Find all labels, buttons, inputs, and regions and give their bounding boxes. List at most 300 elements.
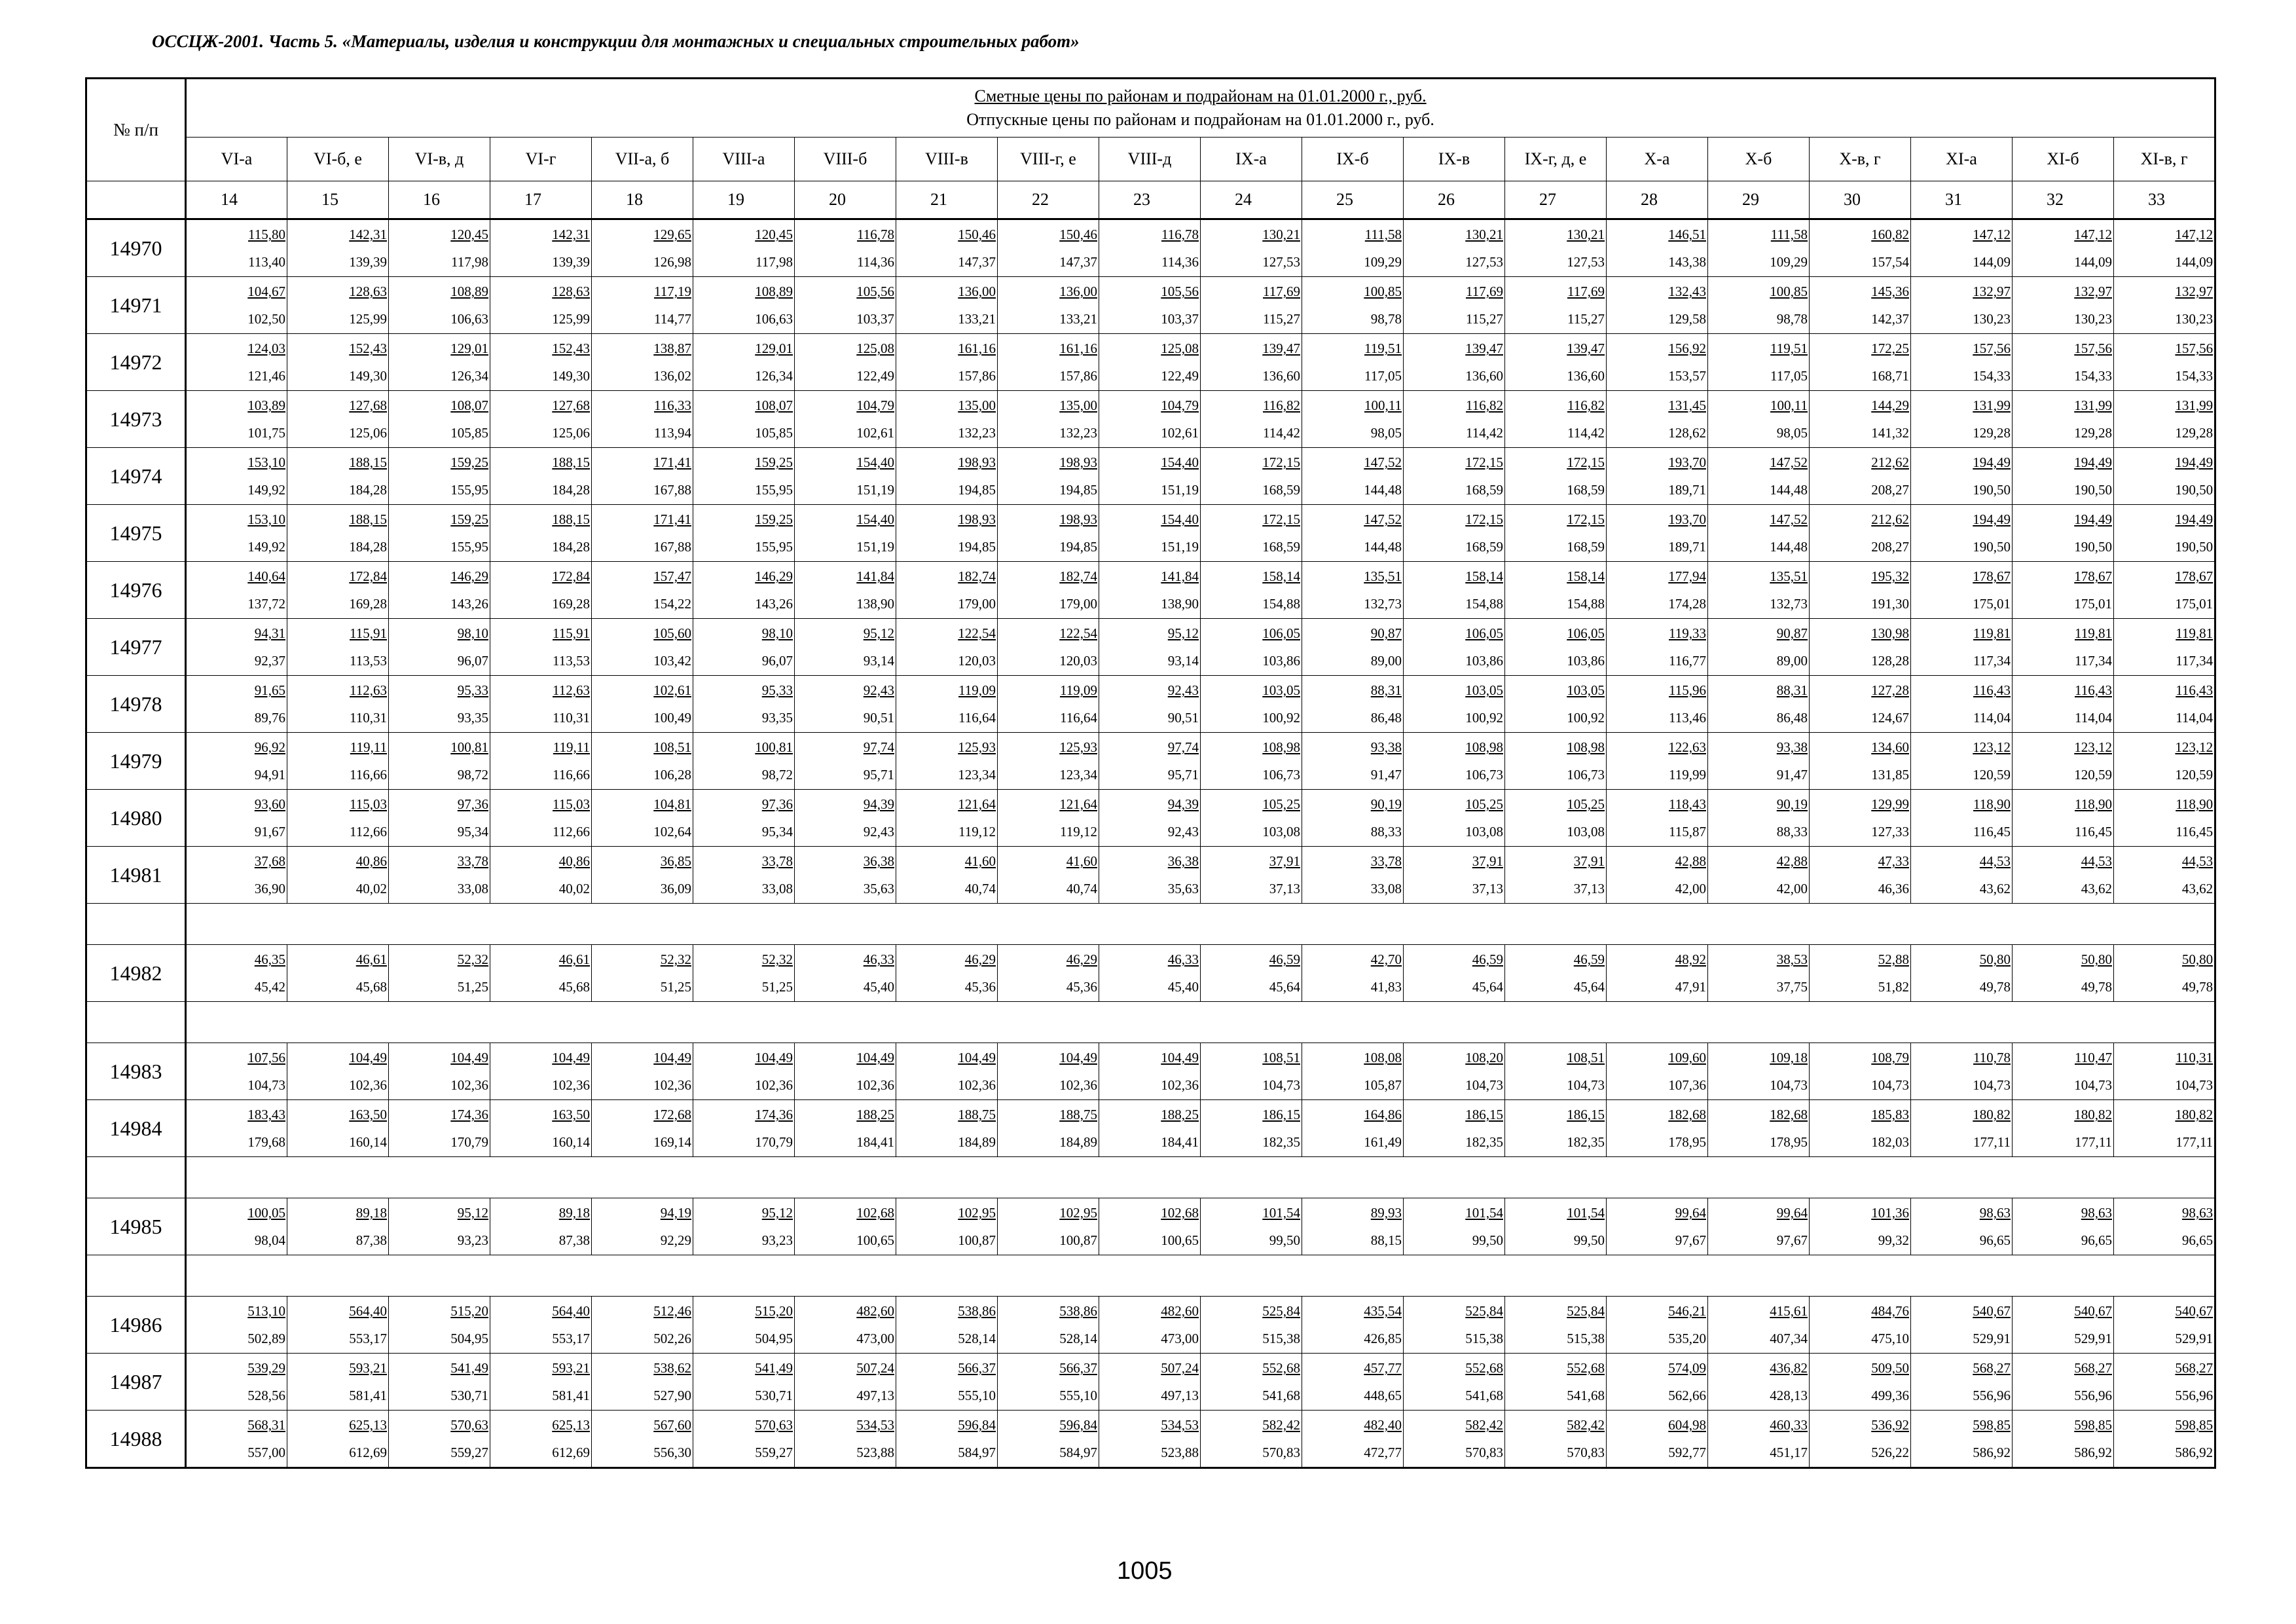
release-price: 116,66 bbox=[553, 767, 590, 783]
release-price: 114,42 bbox=[1263, 425, 1300, 441]
district-header: X-б bbox=[1708, 138, 1810, 181]
release-price: 125,99 bbox=[552, 311, 590, 327]
estimated-price: 40,86 bbox=[355, 853, 387, 869]
release-price: 428,13 bbox=[1770, 1388, 1808, 1403]
price-cell bbox=[1708, 277, 1810, 334]
estimated-price: 117,69 bbox=[1567, 284, 1605, 299]
column-number: 18 bbox=[592, 181, 693, 219]
price-cell bbox=[287, 219, 389, 277]
release-price: 570,83 bbox=[1567, 1445, 1605, 1460]
estimated-price: 106,05 bbox=[1465, 625, 1503, 641]
price-cell bbox=[896, 391, 998, 448]
price-cell bbox=[1404, 277, 1505, 334]
estimated-price: 46,59 bbox=[1472, 951, 1503, 967]
price-cell bbox=[2114, 219, 2215, 277]
estimated-price: 104,79 bbox=[856, 397, 894, 413]
price-cell bbox=[896, 1411, 998, 1468]
price-cell bbox=[693, 790, 795, 847]
estimated-price: 538,86 bbox=[958, 1303, 996, 1319]
estimated-price: 540,67 bbox=[2074, 1303, 2112, 1319]
price-cell bbox=[693, 1100, 795, 1157]
estimated-price: 525,84 bbox=[1262, 1303, 1300, 1319]
estimated-price: 106,05 bbox=[1262, 625, 1300, 641]
estimated-price: 42,88 bbox=[1675, 853, 1706, 869]
release-price: 102,36 bbox=[450, 1077, 488, 1093]
estimated-price: 37,91 bbox=[1472, 853, 1503, 869]
estimated-price: 534,53 bbox=[856, 1417, 894, 1433]
price-cell bbox=[389, 505, 490, 562]
price-cell bbox=[2013, 562, 2114, 619]
price-cell bbox=[1708, 391, 1810, 448]
release-price: 119,99 bbox=[1669, 767, 1706, 783]
column-number: 21 bbox=[896, 181, 998, 219]
estimated-price: 119,81 bbox=[2075, 625, 2112, 641]
price-cell bbox=[1404, 1198, 1505, 1255]
release-price: 184,28 bbox=[552, 539, 590, 555]
estimated-price: 582,42 bbox=[1567, 1417, 1605, 1433]
release-price: 475,10 bbox=[1871, 1331, 1909, 1346]
estimated-price: 534,53 bbox=[1161, 1417, 1199, 1433]
price-cell bbox=[1404, 1354, 1505, 1411]
estimated-price: 97,36 bbox=[457, 796, 488, 812]
release-price: 125,99 bbox=[349, 311, 387, 327]
price-cell bbox=[1810, 847, 1911, 904]
release-price: 91,67 bbox=[254, 824, 285, 840]
estimated-price: 95,12 bbox=[863, 625, 894, 641]
district-header: XI-в, г bbox=[2114, 138, 2215, 181]
row-number: 14986 bbox=[86, 1297, 186, 1354]
release-price: 143,38 bbox=[1668, 254, 1706, 270]
estimated-price: 111,58 bbox=[1364, 227, 1402, 242]
price-cell bbox=[2013, 448, 2114, 505]
estimated-price: 41,60 bbox=[964, 853, 996, 869]
spacer-cell bbox=[186, 1002, 2215, 1043]
spacer-cell bbox=[186, 1157, 2215, 1198]
estimated-price: 122,54 bbox=[958, 625, 996, 641]
price-cell bbox=[896, 790, 998, 847]
estimated-price: 100,11 bbox=[1364, 397, 1402, 413]
price-cell bbox=[1201, 277, 1302, 334]
estimated-price: 52,32 bbox=[457, 951, 488, 967]
release-price: 504,95 bbox=[755, 1331, 793, 1346]
price-cell bbox=[1607, 448, 1708, 505]
price-cell bbox=[490, 334, 592, 391]
release-price: 556,30 bbox=[653, 1445, 691, 1460]
column-number: 33 bbox=[2114, 181, 2215, 219]
price-cell bbox=[2114, 334, 2215, 391]
release-price: 120,59 bbox=[2074, 767, 2112, 783]
release-price: 51,25 bbox=[457, 979, 488, 995]
price-cell bbox=[592, 1043, 693, 1100]
price-cell bbox=[287, 1411, 389, 1468]
price-cell bbox=[693, 676, 795, 733]
estimated-price: 100,85 bbox=[1770, 284, 1808, 299]
price-cell bbox=[795, 219, 896, 277]
release-price: 117,34 bbox=[1973, 653, 2011, 669]
row-number: 14973 bbox=[86, 391, 186, 448]
release-price: 177,11 bbox=[2176, 1134, 2214, 1150]
estimated-price: 97,74 bbox=[1167, 739, 1199, 755]
district-header: VIII-б bbox=[795, 138, 896, 181]
price-cell bbox=[1810, 790, 1911, 847]
estimated-price: 42,88 bbox=[1776, 853, 1808, 869]
price-cell bbox=[1201, 676, 1302, 733]
estimated-price: 598,85 bbox=[1973, 1417, 2011, 1433]
estimated-price: 136,00 bbox=[958, 284, 996, 299]
price-cell bbox=[592, 1354, 693, 1411]
column-number: 31 bbox=[1911, 181, 2013, 219]
release-price: 161,49 bbox=[1364, 1134, 1402, 1150]
estimated-price: 194,49 bbox=[2074, 511, 2112, 527]
price-cell bbox=[1505, 334, 1607, 391]
estimated-price: 120,45 bbox=[755, 227, 793, 242]
estimated-price: 515,20 bbox=[450, 1303, 488, 1319]
estimated-price: 94,39 bbox=[863, 796, 894, 812]
estimated-price: 158,14 bbox=[1262, 568, 1300, 584]
district-header: VII-а, б bbox=[592, 138, 693, 181]
estimated-price: 93,60 bbox=[254, 796, 285, 812]
release-price: 98,05 bbox=[1370, 425, 1402, 441]
estimated-price: 567,60 bbox=[653, 1417, 691, 1433]
column-number: 25 bbox=[1302, 181, 1404, 219]
estimated-price: 104,49 bbox=[450, 1050, 488, 1065]
price-cell bbox=[2013, 391, 2114, 448]
estimated-price: 92,43 bbox=[863, 682, 894, 698]
estimated-price: 188,15 bbox=[552, 454, 590, 470]
price-cell bbox=[693, 847, 795, 904]
release-price: 104,73 bbox=[1770, 1077, 1808, 1093]
estimated-price: 108,20 bbox=[1465, 1050, 1503, 1065]
price-cell bbox=[592, 1411, 693, 1468]
price-cell bbox=[2013, 1198, 2114, 1255]
price-cell bbox=[1708, 1354, 1810, 1411]
release-price: 473,00 bbox=[1161, 1331, 1199, 1346]
estimated-price: 122,54 bbox=[1059, 625, 1097, 641]
price-cell bbox=[1911, 676, 2013, 733]
release-price: 102,36 bbox=[958, 1077, 996, 1093]
release-price: 553,17 bbox=[349, 1331, 387, 1346]
price-cell bbox=[1911, 562, 2013, 619]
estimated-price: 116,43 bbox=[2075, 682, 2112, 698]
release-price: 103,37 bbox=[1161, 311, 1199, 327]
release-price: 473,00 bbox=[856, 1331, 894, 1346]
release-price: 154,33 bbox=[2175, 368, 2214, 384]
price-cell bbox=[1404, 1043, 1505, 1100]
release-price: 125,06 bbox=[349, 425, 387, 441]
estimated-price: 172,15 bbox=[1567, 454, 1605, 470]
price-cell bbox=[1505, 945, 1607, 1002]
estimated-price: 101,54 bbox=[1567, 1205, 1605, 1221]
price-cell bbox=[1404, 1100, 1505, 1157]
price-cell bbox=[1810, 391, 1911, 448]
release-price: 581,41 bbox=[552, 1388, 590, 1403]
price-cell bbox=[1505, 733, 1607, 790]
release-price: 106,63 bbox=[450, 311, 488, 327]
release-price: 114,42 bbox=[1567, 425, 1605, 441]
price-cell bbox=[998, 1354, 1099, 1411]
release-price: 117,98 bbox=[756, 254, 793, 270]
estimated-price: 513,10 bbox=[247, 1303, 285, 1319]
estimated-price: 157,56 bbox=[2074, 341, 2112, 356]
release-price: 47,91 bbox=[1675, 979, 1706, 995]
price-cell bbox=[490, 733, 592, 790]
estimated-price: 178,67 bbox=[2074, 568, 2112, 584]
release-price: 112,66 bbox=[350, 824, 387, 840]
price-cell bbox=[287, 733, 389, 790]
row-number: 14979 bbox=[86, 733, 186, 790]
release-price: 194,85 bbox=[1059, 539, 1097, 555]
release-price: 160,14 bbox=[552, 1134, 590, 1150]
release-price: 107,36 bbox=[1668, 1077, 1706, 1093]
release-price: 147,37 bbox=[958, 254, 996, 270]
column-number: 28 bbox=[1607, 181, 1708, 219]
release-price: 175,01 bbox=[1973, 596, 2011, 612]
price-cell bbox=[693, 562, 795, 619]
price-cell bbox=[490, 790, 592, 847]
price-cell bbox=[1911, 945, 2013, 1002]
price-cell bbox=[998, 847, 1099, 904]
price-cell bbox=[1201, 505, 1302, 562]
release-price: 168,59 bbox=[1465, 539, 1503, 555]
district-header: VIII-в bbox=[896, 138, 998, 181]
price-cell bbox=[1302, 1297, 1404, 1354]
spacer-cell bbox=[86, 1002, 186, 1043]
release-price: 90,51 bbox=[1167, 710, 1199, 726]
price-cell bbox=[389, 334, 490, 391]
release-price: 116,77 bbox=[1669, 653, 1706, 669]
price-cell bbox=[389, 448, 490, 505]
release-price: 45,36 bbox=[1066, 979, 1097, 995]
price-cell bbox=[1505, 505, 1607, 562]
price-cell bbox=[592, 1198, 693, 1255]
release-price: 114,77 bbox=[654, 311, 691, 327]
price-cell bbox=[389, 1411, 490, 1468]
estimated-price: 541,49 bbox=[450, 1360, 488, 1376]
release-price: 556,96 bbox=[2175, 1388, 2214, 1403]
release-price: 116,64 bbox=[958, 710, 996, 726]
release-price: 100,92 bbox=[1262, 710, 1300, 726]
release-price: 182,35 bbox=[1567, 1134, 1605, 1150]
price-cell bbox=[389, 1043, 490, 1100]
price-cell bbox=[287, 562, 389, 619]
price-cell bbox=[1708, 334, 1810, 391]
estimated-price: 42,70 bbox=[1370, 951, 1402, 967]
estimated-price: 582,42 bbox=[1262, 1417, 1300, 1433]
estimated-price: 131,99 bbox=[2175, 397, 2214, 413]
release-price: 190,50 bbox=[2175, 482, 2214, 498]
release-price: 92,43 bbox=[863, 824, 894, 840]
estimated-price: 120,45 bbox=[450, 227, 488, 242]
price-cell bbox=[592, 277, 693, 334]
release-price: 130,23 bbox=[2074, 311, 2112, 327]
release-price: 515,38 bbox=[1262, 1331, 1300, 1346]
price-cell bbox=[1810, 733, 1911, 790]
release-price: 40,02 bbox=[355, 881, 387, 896]
release-price: 93,23 bbox=[457, 1232, 488, 1248]
row-number: 14981 bbox=[86, 847, 186, 904]
district-header: VI-в, д bbox=[389, 138, 490, 181]
estimated-price: 115,91 bbox=[350, 625, 387, 641]
estimated-price: 161,16 bbox=[958, 341, 996, 356]
table-row bbox=[86, 1100, 2215, 1157]
estimated-price: 132,97 bbox=[2074, 284, 2112, 299]
price-cell bbox=[287, 1043, 389, 1100]
price-cell bbox=[1201, 790, 1302, 847]
estimated-price: 154,40 bbox=[1161, 454, 1199, 470]
release-price: 523,88 bbox=[856, 1445, 894, 1460]
estimated-price: 98,10 bbox=[761, 625, 793, 641]
release-price: 529,91 bbox=[2074, 1331, 2112, 1346]
estimated-price: 157,56 bbox=[2175, 341, 2214, 356]
price-cell bbox=[795, 619, 896, 676]
release-price: 189,71 bbox=[1668, 539, 1706, 555]
price-cell bbox=[1911, 277, 2013, 334]
release-price: 49,78 bbox=[2181, 979, 2214, 995]
price-cell bbox=[1911, 847, 2013, 904]
row-number: 14975 bbox=[86, 505, 186, 562]
table-row bbox=[86, 619, 2215, 676]
estimated-price: 40,86 bbox=[558, 853, 590, 869]
estimated-price: 150,46 bbox=[1059, 227, 1097, 242]
price-cell bbox=[490, 1100, 592, 1157]
column-number: 32 bbox=[2013, 181, 2114, 219]
estimated-price: 88,31 bbox=[1370, 682, 1402, 698]
table-title-line2: Отпускные цены по районам и подрайонам на 01.01.2000 г., руб. bbox=[966, 110, 1434, 129]
release-price: 102,61 bbox=[856, 425, 894, 441]
price-cell bbox=[1201, 1297, 1302, 1354]
price-cell bbox=[1505, 790, 1607, 847]
estimated-price: 115,91 bbox=[553, 625, 590, 641]
release-price: 37,13 bbox=[1269, 881, 1300, 896]
price-cell bbox=[1404, 619, 1505, 676]
price-cell bbox=[186, 1354, 287, 1411]
estimated-price: 102,61 bbox=[653, 682, 691, 698]
price-cell bbox=[896, 676, 998, 733]
release-price: 87,38 bbox=[355, 1232, 387, 1248]
table-row bbox=[86, 676, 2215, 733]
release-price: 502,26 bbox=[653, 1331, 691, 1346]
price-cell bbox=[896, 505, 998, 562]
estimated-price: 198,93 bbox=[958, 511, 996, 527]
estimated-price: 436,82 bbox=[1770, 1360, 1808, 1376]
release-price: 116,45 bbox=[1973, 824, 2011, 840]
district-header: X-а bbox=[1607, 138, 1708, 181]
estimated-price: 116,78 bbox=[1161, 227, 1199, 242]
estimated-price: 153,10 bbox=[247, 454, 285, 470]
price-cell bbox=[896, 1043, 998, 1100]
estimated-price: 46,61 bbox=[355, 951, 387, 967]
release-price: 104,73 bbox=[1973, 1077, 2011, 1093]
release-price: 178,95 bbox=[1770, 1134, 1808, 1150]
estimated-price: 44,53 bbox=[2181, 853, 2214, 869]
price-cell bbox=[1911, 505, 2013, 562]
estimated-price: 46,29 bbox=[964, 951, 996, 967]
release-price: 41,83 bbox=[1370, 979, 1402, 995]
estimated-price: 108,89 bbox=[450, 284, 488, 299]
price-cell bbox=[389, 945, 490, 1002]
release-price: 113,94 bbox=[654, 425, 691, 441]
release-price: 91,47 bbox=[1776, 767, 1808, 783]
release-price: 570,83 bbox=[1262, 1445, 1300, 1460]
spacer-cell bbox=[86, 1255, 186, 1297]
estimated-price: 178,67 bbox=[1973, 568, 2011, 584]
release-price: 104,73 bbox=[1871, 1077, 1909, 1093]
release-price: 208,27 bbox=[1871, 539, 1909, 555]
estimated-price: 154,40 bbox=[856, 511, 894, 527]
price-cell bbox=[1607, 562, 1708, 619]
spacer-cell bbox=[186, 1255, 2215, 1297]
release-price: 182,03 bbox=[1871, 1134, 1909, 1150]
release-price: 144,48 bbox=[1364, 482, 1402, 498]
release-price: 190,50 bbox=[2074, 539, 2112, 555]
estimated-price: 161,16 bbox=[1059, 341, 1097, 356]
release-price: 102,36 bbox=[1059, 1077, 1097, 1093]
estimated-price: 89,93 bbox=[1370, 1205, 1402, 1221]
estimated-price: 91,65 bbox=[254, 682, 285, 698]
release-price: 96,65 bbox=[1979, 1232, 2011, 1248]
estimated-price: 121,64 bbox=[958, 796, 996, 812]
estimated-price: 130,21 bbox=[1465, 227, 1503, 242]
district-header: VIII-г, е bbox=[998, 138, 1099, 181]
release-price: 178,95 bbox=[1668, 1134, 1706, 1150]
estimated-price: 94,31 bbox=[254, 625, 285, 641]
estimated-price: 135,51 bbox=[1364, 568, 1402, 584]
estimated-price: 507,24 bbox=[856, 1360, 894, 1376]
price-cell bbox=[592, 619, 693, 676]
price-cell bbox=[693, 505, 795, 562]
release-price: 112,66 bbox=[553, 824, 590, 840]
estimated-price: 172,84 bbox=[552, 568, 590, 584]
release-price: 116,64 bbox=[1060, 710, 1097, 726]
release-price: 129,28 bbox=[1973, 425, 2011, 441]
row-number: 14985 bbox=[86, 1198, 186, 1255]
price-cell bbox=[1404, 505, 1505, 562]
estimated-price: 172,15 bbox=[1465, 454, 1503, 470]
release-price: 515,38 bbox=[1465, 1331, 1503, 1346]
price-cell bbox=[998, 505, 1099, 562]
estimated-price: 540,67 bbox=[1973, 1303, 2011, 1319]
estimated-price: 188,15 bbox=[552, 511, 590, 527]
price-cell bbox=[896, 1297, 998, 1354]
price-cell bbox=[1404, 334, 1505, 391]
price-cell bbox=[490, 847, 592, 904]
release-price: 116,45 bbox=[2176, 824, 2214, 840]
estimated-price: 125,93 bbox=[1059, 739, 1097, 755]
estimated-price: 188,25 bbox=[1161, 1107, 1199, 1122]
estimated-price: 105,25 bbox=[1262, 796, 1300, 812]
estimated-price: 111,58 bbox=[1770, 227, 1808, 242]
price-cell bbox=[287, 448, 389, 505]
price-cell bbox=[1404, 448, 1505, 505]
estimated-price: 541,49 bbox=[755, 1360, 793, 1376]
release-price: 95,71 bbox=[1167, 767, 1199, 783]
release-price: 95,34 bbox=[457, 824, 488, 840]
release-price: 124,67 bbox=[1871, 710, 1909, 726]
estimated-price: 108,79 bbox=[1871, 1050, 1909, 1065]
estimated-price: 131,45 bbox=[1668, 397, 1706, 413]
release-price: 143,26 bbox=[450, 596, 488, 612]
row-number: 14974 bbox=[86, 448, 186, 505]
price-cell bbox=[795, 1043, 896, 1100]
price-cell bbox=[490, 1354, 592, 1411]
release-price: 117,34 bbox=[2075, 653, 2112, 669]
price-cell bbox=[287, 790, 389, 847]
estimated-price: 186,15 bbox=[1262, 1107, 1300, 1122]
release-price: 526,22 bbox=[1871, 1445, 1909, 1460]
price-cell bbox=[2013, 790, 2114, 847]
release-price: 168,59 bbox=[1262, 539, 1300, 555]
price-cell bbox=[1201, 1354, 1302, 1411]
